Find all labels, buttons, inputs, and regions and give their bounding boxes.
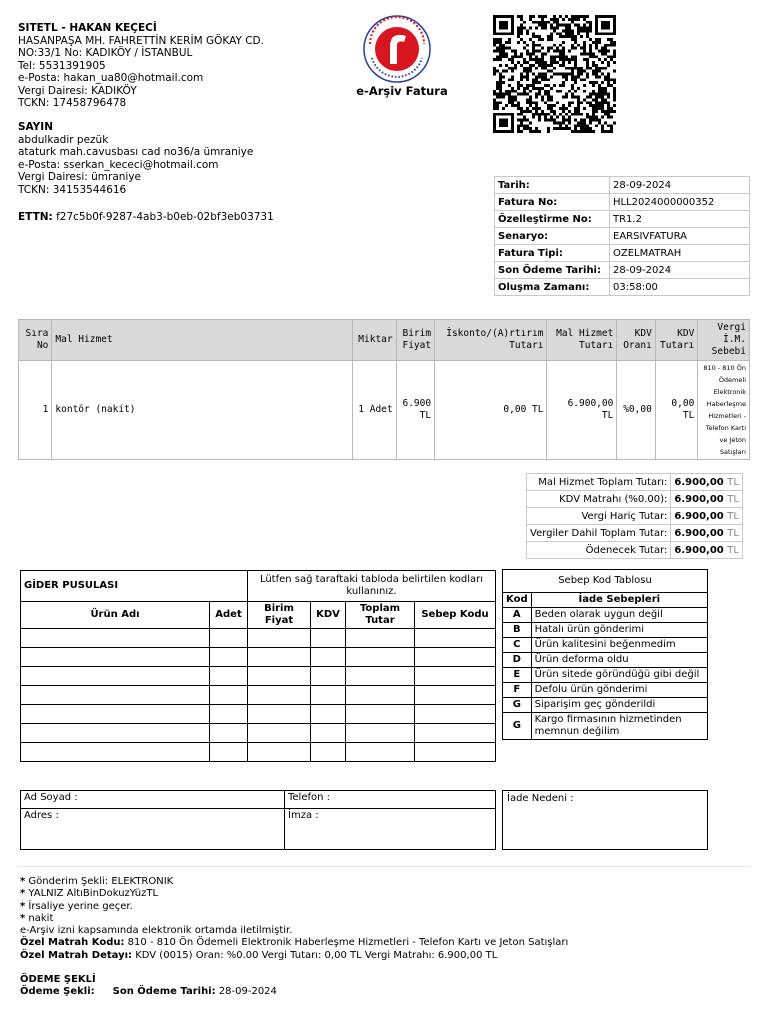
gider-cell xyxy=(248,743,311,762)
totals-label: Vergi Hariç Tutar: xyxy=(527,508,671,525)
gider-cell xyxy=(415,648,496,667)
gider-cell xyxy=(248,629,311,648)
item-vergi: 810 - 810 Ön Ödemeli Elektronik Haberleşme Hizmetleri - Telefon Kartı ve Jeton Satışları xyxy=(698,361,750,460)
ettn-value: f27c5b0f-9287-4ab3-b0eb-02bf3eb03731 xyxy=(56,211,274,223)
col-miktar: Miktar xyxy=(353,320,397,361)
info-label: Oluşma Zamanı: xyxy=(495,279,610,296)
sebep-kod: F xyxy=(503,683,532,698)
gider-cell xyxy=(210,686,248,705)
sebep-text: Ürün deforma oldu xyxy=(531,653,707,668)
sebep-kod: A xyxy=(503,608,532,623)
gider-cell xyxy=(415,629,496,648)
seller-name: SITETL - HAKAN KEÇECİ xyxy=(18,22,157,34)
son-odeme-value: 28-09-2024 xyxy=(215,986,277,998)
totals-row xyxy=(527,491,743,508)
info-row xyxy=(495,194,750,211)
gider-cell xyxy=(21,629,210,648)
totals-table xyxy=(526,473,743,559)
totals-value: 6.900,00 xyxy=(674,510,724,522)
note-gonderim xyxy=(20,876,568,888)
sebep-row xyxy=(503,683,708,698)
gider-cell xyxy=(415,705,496,724)
totals-currency: TL xyxy=(727,544,739,556)
gider-cell xyxy=(311,724,346,743)
note-ozel-matrah-kodu xyxy=(20,937,568,949)
info-label: Özelleştirme No: xyxy=(495,211,610,228)
seller-phone: Tel: 5531391905 xyxy=(18,59,106,72)
imza-field: İmza : xyxy=(285,809,496,850)
gider-col-adet: Adet xyxy=(210,602,248,629)
sebep-kod: E xyxy=(503,668,532,683)
ozel-matrah-detayi-label: Özel Matrah Detayı: xyxy=(20,949,133,961)
gider-cell xyxy=(21,686,210,705)
info-label: Senaryo: xyxy=(495,228,610,245)
sebep-text: Ürün kalitesini beğenmedim xyxy=(531,638,707,653)
sebep-text: Siparişim geç gönderildi xyxy=(531,698,707,713)
gider-title-row xyxy=(21,571,496,602)
iade-nedeni-field: İade Nedeni : xyxy=(502,790,708,850)
seller-address-line2: NO:33/1 No: KADIKÖY / İSTANBUL xyxy=(18,47,193,59)
col-kdv-orani: KDV Oranı xyxy=(617,320,655,361)
ozel-matrah-kodu-label: Özel Matrah Kodu: xyxy=(20,937,125,949)
sebep-text: Kargo firmasının hizmetinden memnun değilim xyxy=(531,713,707,740)
seller-email: e-Posta: hakan_ua80@hotmail.com xyxy=(18,72,204,84)
totals-value-cell xyxy=(671,474,743,491)
gider-cell xyxy=(210,629,248,648)
gider-cell xyxy=(248,724,311,743)
item-mal: kontör (nakit) xyxy=(52,361,353,460)
info-value: HLL2024000000352 xyxy=(610,194,750,211)
gider-instruction: Lütfen sağ taraftaki tabloda belirtilen kodları kullanınız. xyxy=(248,571,496,602)
gider-cell xyxy=(346,667,415,686)
table-row xyxy=(19,361,750,460)
sebep-header-row xyxy=(503,593,708,608)
sebep-row xyxy=(503,713,708,740)
item-iskonto: 0,00 TL xyxy=(435,361,547,460)
totals-value: 6.900,00 xyxy=(674,544,724,556)
buyer-tax-office: Vergi Dairesi: ümraniye xyxy=(18,171,142,183)
ozel-matrah-detayi-value: KDV (0015) Oran: %0.00 Vergi Tutarı: 0,00 TL Vergi Matrahı: 6.900,00 TL xyxy=(132,949,498,961)
odeme-sekli-heading: ÖDEME ŞEKLİ xyxy=(20,974,96,986)
totals-value-cell xyxy=(671,491,743,508)
contact-row-2 xyxy=(21,809,496,850)
sebep-text: Ürün sitede göründüğü gibi değil xyxy=(531,668,707,683)
gider-col-sebep: Sebep Kodu xyxy=(415,602,496,629)
gider-cell xyxy=(346,629,415,648)
info-label: Fatura No: xyxy=(495,194,610,211)
note-yalniz-text: YALNIZ AltıBinDokuzYüzTL xyxy=(25,888,159,900)
note-irsaliye-text: İrsaliye yerine geçer. xyxy=(25,900,133,912)
gider-pusulasi-table xyxy=(20,570,496,762)
gider-cell xyxy=(311,686,346,705)
gider-cell xyxy=(415,686,496,705)
col-mal-hizmet-tutari: Mal Hizmet Tutarı xyxy=(547,320,617,361)
sebep-row xyxy=(503,638,708,653)
col-mal-hizmet: Mal Hizmet xyxy=(52,320,353,361)
gider-cell xyxy=(311,667,346,686)
gider-blank-row xyxy=(21,724,496,743)
sebep-row xyxy=(503,608,708,623)
buyer-block xyxy=(18,121,253,196)
gider-blank-row xyxy=(21,629,496,648)
info-row xyxy=(495,228,750,245)
sebep-text: Hatalı ürün gönderimi xyxy=(531,623,707,638)
odeme-sekli-label: Ödeme Şekli: xyxy=(20,986,95,998)
info-value: TR1.2 xyxy=(610,211,750,228)
sebep-kod: C xyxy=(503,638,532,653)
note-irsaliye xyxy=(20,901,568,913)
col-birim-fiyat: Birim Fiyat xyxy=(396,320,434,361)
col-vergi-sebebi: Vergi İ.M. Sebebi xyxy=(698,320,750,361)
item-birim: 6.900 TL xyxy=(396,361,434,460)
item-sira: 1 xyxy=(19,361,52,460)
gider-cell xyxy=(210,667,248,686)
odeme-row xyxy=(20,986,568,998)
seller-address-line1: HASANPAŞA MH. FAHRETTİN KERİM GÖKAY CD. xyxy=(18,34,264,47)
sebep-row xyxy=(503,653,708,668)
gider-cell xyxy=(346,705,415,724)
note-ozel-matrah-detayi xyxy=(20,950,568,962)
ozel-matrah-kodu-value: 810 - 810 Ön Ödemeli Elektronik Haberleşme Hizmetleri - Telefon Kartı ve Jeton Satışları xyxy=(124,937,569,949)
gider-cell xyxy=(21,743,210,762)
gider-blank-row xyxy=(21,667,496,686)
totals-label: Mal Hizmet Toplam Tutarı: xyxy=(527,474,671,491)
totals-currency: TL xyxy=(727,510,739,522)
totals-value: 6.900,00 xyxy=(674,476,724,488)
section-divider xyxy=(18,866,750,867)
totals-row xyxy=(527,542,743,559)
totals-row xyxy=(527,474,743,491)
seller-tax-office: Vergi Dairesi: KADIKÖY xyxy=(18,84,137,97)
gider-cell xyxy=(248,648,311,667)
seller-block xyxy=(18,22,264,110)
seller-tckn: TCKN: 17458796478 xyxy=(18,97,127,109)
info-label: Son Ödeme Tarihi: xyxy=(495,262,610,279)
totals-label: KDV Matrahı (%0.00): xyxy=(527,491,671,508)
sebep-text: Beden olarak uygun değil xyxy=(531,608,707,623)
col-iskonto: İskonto/(A)rtırım Tutarı xyxy=(435,320,547,361)
sebep-row xyxy=(503,698,708,713)
note-bullet: * xyxy=(20,912,26,924)
gider-blank-row xyxy=(21,686,496,705)
sebep-kod: G xyxy=(503,713,532,740)
totals-row xyxy=(527,525,743,542)
gider-cell xyxy=(346,743,415,762)
sebep-kod: G xyxy=(503,698,532,713)
gider-cell xyxy=(248,705,311,724)
sebep-title: Sebep Kod Tablosu xyxy=(503,570,708,593)
info-value: 03:58:00 xyxy=(610,279,750,296)
gider-cell xyxy=(346,686,415,705)
note-nakit xyxy=(20,913,568,925)
sebep-title-row xyxy=(503,570,708,593)
gider-col-birim: Birim Fiyat xyxy=(248,602,311,629)
telefon-field: Telefon : xyxy=(285,791,496,809)
gider-cell xyxy=(21,648,210,667)
totals-value: 6.900,00 xyxy=(674,493,724,505)
info-value: 28-09-2024 xyxy=(610,177,750,194)
gider-cell xyxy=(210,648,248,667)
return-contact-table xyxy=(20,790,496,850)
totals-value-cell xyxy=(671,508,743,525)
item-miktar: 1 Adet xyxy=(353,361,397,460)
gider-col-toplam: Toplam Tutar xyxy=(346,602,415,629)
info-label: Tarih: xyxy=(495,177,610,194)
gider-cell xyxy=(346,648,415,667)
item-kdv-orani: %0,00 xyxy=(617,361,655,460)
ettn-label: ETTN: xyxy=(18,211,53,223)
info-value: 28-09-2024 xyxy=(610,262,750,279)
note-yalniz xyxy=(20,888,568,900)
gider-cell xyxy=(210,705,248,724)
item-tutar: 6.900,00 TL xyxy=(547,361,617,460)
adres-field: Adres : xyxy=(21,809,285,850)
note-bullet: * xyxy=(20,888,26,900)
sebep-row xyxy=(503,668,708,683)
totals-row xyxy=(527,508,743,525)
info-label: Fatura Tipi: xyxy=(495,245,610,262)
note-bullet: * xyxy=(20,900,26,912)
totals-label: Vergiler Dahil Toplam Tutar: xyxy=(527,525,671,542)
totals-label: Ödenecek Tutar: xyxy=(527,542,671,559)
info-row xyxy=(495,279,750,296)
sebep-col-iade: İade Sebepleri xyxy=(531,593,707,608)
buyer-email: e-Posta: sserkan_kececi@hotmail.com xyxy=(18,158,219,171)
gider-blank-row xyxy=(21,648,496,667)
gider-title: GİDER PUSULASI xyxy=(21,571,248,602)
notes-block xyxy=(20,876,568,999)
ettn-row xyxy=(18,211,274,223)
document-title: e-Arşiv Fatura xyxy=(356,84,448,98)
info-row xyxy=(495,211,750,228)
note-nakit-text: nakit xyxy=(25,912,54,924)
gider-blank-row xyxy=(21,743,496,762)
note-gonderim-text: Gönderim Şekli: ELEKTRONIK xyxy=(25,876,174,887)
item-kdv-tutari: 0,00 TL xyxy=(655,361,698,460)
son-odeme-label: Son Ödeme Tarihi: xyxy=(112,986,216,998)
gider-cell xyxy=(415,743,496,762)
gider-cell xyxy=(248,686,311,705)
gider-cell xyxy=(415,724,496,743)
gider-header-row xyxy=(21,602,496,629)
info-row xyxy=(495,245,750,262)
sebep-kod-table xyxy=(502,569,708,740)
info-value: OZELMATRAH xyxy=(610,245,750,262)
buyer-tckn: TCKN: 34153544616 xyxy=(18,183,127,196)
buyer-address: ataturk mah.cavusbası cad no36/a ümraniye xyxy=(18,146,254,158)
gider-cell xyxy=(210,724,248,743)
totals-currency: TL xyxy=(727,527,739,539)
gider-cell xyxy=(311,743,346,762)
gider-col-kdv: KDV xyxy=(311,602,346,629)
gider-cell xyxy=(346,724,415,743)
info-value: EARSIVFATURA xyxy=(610,228,750,245)
gider-cell xyxy=(248,667,311,686)
ad-soyad-field: Ad Soyad : xyxy=(21,791,285,809)
info-row xyxy=(495,262,750,279)
items-table xyxy=(18,319,750,460)
contact-row-1 xyxy=(21,791,496,809)
totals-currency: TL xyxy=(727,476,739,488)
info-row xyxy=(495,177,750,194)
sebep-row xyxy=(503,623,708,638)
col-sira: Sıra No xyxy=(19,320,52,361)
sebep-text: Defolu ürün gönderimi xyxy=(531,683,707,698)
gider-cell xyxy=(210,743,248,762)
note-bullet: * xyxy=(20,876,26,887)
items-header-row xyxy=(19,320,750,361)
gider-cell xyxy=(311,629,346,648)
gider-cell xyxy=(21,667,210,686)
note-spacer xyxy=(20,962,568,974)
sebep-kod: D xyxy=(503,653,532,668)
gider-cell xyxy=(21,705,210,724)
gider-col-urun: Ürün Adı xyxy=(21,602,210,629)
totals-value: 6.900,00 xyxy=(674,527,724,539)
gider-cell xyxy=(311,648,346,667)
gib-logo-icon xyxy=(362,14,432,84)
buyer-name: abdulkadir pezük xyxy=(18,133,109,146)
sebep-col-kod: Kod xyxy=(503,593,532,608)
invoice-info-table xyxy=(494,176,750,296)
qr-code-icon xyxy=(493,15,616,133)
col-kdv-tutari: KDV Tutarı xyxy=(655,320,698,361)
gider-blank-row xyxy=(21,705,496,724)
totals-currency: TL xyxy=(727,493,739,505)
note-earsiv: e-Arşiv izni kapsamında elektronik ortamda iletilmiştir. xyxy=(20,925,293,937)
gider-cell xyxy=(21,724,210,743)
sebep-kod: B xyxy=(503,623,532,638)
gider-cell xyxy=(415,667,496,686)
totals-value-cell xyxy=(671,542,743,559)
gider-cell xyxy=(311,705,346,724)
buyer-heading: SAYIN xyxy=(18,121,53,133)
totals-value-cell xyxy=(671,525,743,542)
